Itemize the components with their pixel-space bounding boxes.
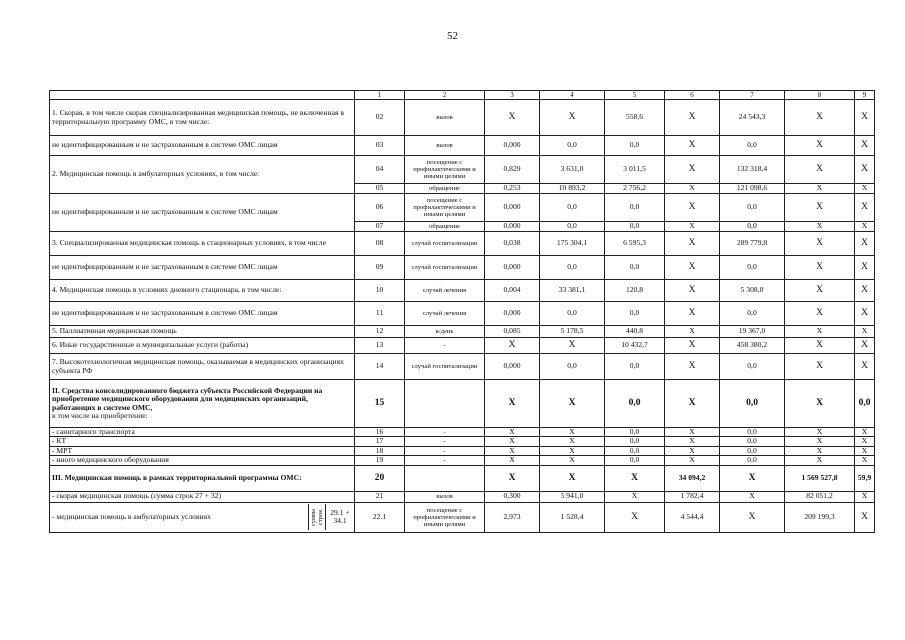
- cell-c5: 558,6: [605, 100, 665, 136]
- cell-c4: 5 178,5: [540, 326, 605, 338]
- header-cell: 5: [605, 91, 665, 100]
- cell-c7: 121 098,6: [720, 184, 785, 194]
- table-row: [50, 456, 875, 465]
- row-unit: -: [405, 437, 485, 446]
- cell-c9: X: [855, 338, 875, 354]
- row-unit: случай лечения: [405, 302, 485, 326]
- cell-c3: X: [485, 456, 540, 465]
- cell-c4: 175 304,1: [540, 232, 605, 256]
- cell-c7: 24 543,3: [720, 100, 785, 136]
- cell-c7: 0,0: [720, 136, 785, 156]
- cell-c6: X: [665, 338, 720, 354]
- cell-c9: X: [855, 428, 875, 437]
- cell-c9: X: [855, 156, 875, 184]
- row-unit: -: [405, 456, 485, 465]
- cell-c6: X: [665, 280, 720, 302]
- cell-c7: 0,0: [720, 437, 785, 446]
- row-unit: [405, 465, 485, 491]
- cell-c7: 19 367,0: [720, 326, 785, 338]
- row-code: 03: [355, 136, 405, 156]
- cell-c4: 10 893,2: [540, 184, 605, 194]
- cell-c4: X: [540, 465, 605, 491]
- row-unit: к/день: [405, 326, 485, 338]
- cell-c9: X: [855, 232, 875, 256]
- row-code: 12: [355, 326, 405, 338]
- row-name: - КТ: [50, 437, 355, 446]
- cell-c6: X: [665, 232, 720, 256]
- row-unit: посещение с профилактическими и иными целями: [405, 502, 485, 532]
- cell-c8: X: [785, 456, 855, 465]
- cell-c9: X: [855, 502, 875, 532]
- cell-c5: 2 756,2: [605, 184, 665, 194]
- cell-c5: 0,0: [605, 302, 665, 326]
- row-unit: случай госпитализации: [405, 354, 485, 380]
- cell-c3: X: [485, 338, 540, 354]
- cell-c6: X: [665, 136, 720, 156]
- cell-c5: 0,0: [605, 428, 665, 437]
- row-unit: случай госпитализации: [405, 256, 485, 280]
- cell-c5: 10 432,7: [605, 338, 665, 354]
- table-row: [50, 465, 875, 491]
- cell-c9: X: [855, 100, 875, 136]
- cell-c4: X: [540, 338, 605, 354]
- cell-c5: 0,0: [605, 194, 665, 222]
- cell-c5: 0,0: [605, 456, 665, 465]
- row-unit: вызов: [405, 100, 485, 136]
- cell-c7: 0,0: [720, 446, 785, 455]
- row-code: 05: [355, 184, 405, 194]
- row-name: 3. Специализированная медицинская помощь в стационарных условиях, в том числе: [50, 232, 355, 256]
- cell-c6: X: [665, 354, 720, 380]
- row-name: не идентифицированным и не застрахованным в системе ОМС лицам: [50, 302, 355, 326]
- cell-c3: X: [485, 465, 540, 491]
- header-cell: 6: [665, 91, 720, 100]
- cell-c4: X: [540, 456, 605, 465]
- cell-c6: X: [665, 302, 720, 326]
- row-name: 5. Паллиативная медицинская помощь: [50, 326, 355, 338]
- row-name-wrapper: [52, 504, 354, 530]
- cell-c9: 59,9: [855, 465, 875, 491]
- cell-c5: 0,0: [605, 256, 665, 280]
- row-code: 02: [355, 100, 405, 136]
- cell-c6: X: [665, 446, 720, 455]
- cell-c4: 33 381,1: [540, 280, 605, 302]
- cell-c9: X: [855, 194, 875, 222]
- cell-c3: 0,000: [485, 222, 540, 232]
- cell-c4: 5 941,0: [540, 491, 605, 502]
- cell-c3: X: [485, 437, 540, 446]
- cell-c8: X: [785, 428, 855, 437]
- row-name: - скорая медицинская помощь (сумма строк 27 + 32): [50, 491, 355, 502]
- cell-c4: 0,0: [540, 222, 605, 232]
- row-code: 06: [355, 194, 405, 222]
- cell-c4: X: [540, 380, 605, 428]
- cell-c3: 0,038: [485, 232, 540, 256]
- cell-c6: X: [665, 428, 720, 437]
- cell-c8: X: [785, 156, 855, 184]
- row-code: 22.1: [355, 502, 405, 532]
- table-row: [50, 428, 875, 437]
- cell-c8: X: [785, 100, 855, 136]
- cell-c6: X: [665, 184, 720, 194]
- cell-c3: 0,000: [485, 354, 540, 380]
- cell-c3: 0,004: [485, 280, 540, 302]
- row-unit: [405, 380, 485, 428]
- sum-value: 29.1 + 34.1: [330, 507, 350, 526]
- cell-c3: 0,000: [485, 302, 540, 326]
- section-subtitle: в том числе на приобретение:: [52, 410, 148, 420]
- cell-c7: 0,0: [720, 256, 785, 280]
- cell-c8: X: [785, 232, 855, 256]
- cell-c8: X: [785, 326, 855, 338]
- cell-c6: X: [665, 222, 720, 232]
- cell-c8: X: [785, 302, 855, 326]
- row-name: - медицинская помощь в амбулаторных условиях: [52, 511, 211, 521]
- cell-c9: X: [855, 354, 875, 380]
- row-name-composite: [50, 502, 355, 532]
- cell-c3: X: [485, 380, 540, 428]
- cell-c4: 0,0: [540, 256, 605, 280]
- cell-c7: 0,0: [720, 354, 785, 380]
- cell-c9: X: [855, 302, 875, 326]
- cell-c9: X: [855, 446, 875, 455]
- row-name: 7. Высокотехнологичная медицинская помощь, оказываемая в медицинских организациях субъекта РФ: [50, 354, 355, 380]
- cell-c8: X: [785, 446, 855, 455]
- cell-c8: 1 569 527,8: [785, 465, 855, 491]
- header-cell: 3: [485, 91, 540, 100]
- cell-c5: 3 011,5: [605, 156, 665, 184]
- cell-c9: X: [855, 184, 875, 194]
- header-row: [50, 91, 875, 100]
- cell-c7: 0,0: [720, 302, 785, 326]
- cell-c7: X: [720, 465, 785, 491]
- cell-c8: X: [785, 437, 855, 446]
- cell-c8: X: [785, 222, 855, 232]
- row-name-section: [50, 380, 355, 428]
- header-cell: 7: [720, 91, 785, 100]
- row-name: не идентифицированным и не застрахованным в системе ОМС лицам: [50, 256, 355, 280]
- cell-c4: 0,0: [540, 136, 605, 156]
- table-row: [50, 302, 875, 326]
- row-name: не идентифицированным и не застрахованным в системе ОМС лицам: [50, 136, 355, 156]
- cell-c6: X: [665, 380, 720, 428]
- header-cell: 4: [540, 91, 605, 100]
- financing-table: [49, 90, 875, 533]
- row-unit: обращение: [405, 184, 485, 194]
- cell-c3: 0,085: [485, 326, 540, 338]
- cell-c7: 0,0: [720, 194, 785, 222]
- cell-c5: X: [605, 465, 665, 491]
- cell-c8: X: [785, 280, 855, 302]
- cell-c7: 5 308,0: [720, 280, 785, 302]
- cell-c5: X: [605, 502, 665, 532]
- cell-c5: 0,0: [605, 222, 665, 232]
- row-code: 08: [355, 232, 405, 256]
- table-row: [50, 156, 875, 184]
- row-code: 17: [355, 437, 405, 446]
- cell-c8: X: [785, 354, 855, 380]
- cell-c4: 0,0: [540, 354, 605, 380]
- cell-c7: X: [720, 502, 785, 532]
- table-row: [50, 380, 875, 428]
- cell-c9: X: [855, 491, 875, 502]
- cell-c4: 1 528,4: [540, 502, 605, 532]
- cell-c6: X: [665, 456, 720, 465]
- header-cell: 8: [785, 91, 855, 100]
- cell-c8: X: [785, 136, 855, 156]
- table-row: [50, 232, 875, 256]
- row-name: 2. Медицинская помощь в амбулаторных условиях, в том числе:: [50, 156, 355, 194]
- row-unit: -: [405, 428, 485, 437]
- cell-c8: 82 051,2: [785, 491, 855, 502]
- table-row: [50, 280, 875, 302]
- row-code: 20: [355, 465, 405, 491]
- cell-c3: 0,253: [485, 184, 540, 194]
- cell-c6: 34 094,2: [665, 465, 720, 491]
- cell-c9: X: [855, 326, 875, 338]
- table-row: [50, 338, 875, 354]
- cell-c8: 209 199,3: [785, 502, 855, 532]
- row-code: 14: [355, 354, 405, 380]
- cell-c9: X: [855, 256, 875, 280]
- cell-c4: X: [540, 100, 605, 136]
- row-code: 09: [355, 256, 405, 280]
- cell-c6: 4 544,4: [665, 502, 720, 532]
- sum-label: сумма строк: [308, 504, 326, 530]
- header-cell-blank: [50, 91, 355, 100]
- cell-c4: 0,0: [540, 194, 605, 222]
- cell-c9: X: [855, 456, 875, 465]
- cell-c7: 132 318,4: [720, 156, 785, 184]
- cell-c5: X: [605, 491, 665, 502]
- cell-c7: 289 779,8: [720, 232, 785, 256]
- row-unit: случай лечения: [405, 280, 485, 302]
- cell-c7: 0,0: [720, 380, 785, 428]
- table-row: [50, 136, 875, 156]
- cell-c6: X: [665, 156, 720, 184]
- cell-c7: 0,0: [720, 222, 785, 232]
- cell-c5: 6 595,3: [605, 232, 665, 256]
- cell-c3: X: [485, 446, 540, 455]
- row-name: - санитарного транспорта: [50, 428, 355, 437]
- page-number: 52: [447, 30, 458, 42]
- table-row: [50, 354, 875, 380]
- cell-c5: 0,0: [605, 136, 665, 156]
- cell-c6: X: [665, 326, 720, 338]
- row-code: 19: [355, 456, 405, 465]
- table-row: [50, 502, 875, 532]
- cell-c3: 0,300: [485, 491, 540, 502]
- row-unit: случай госпитализации: [405, 232, 485, 256]
- row-name: 6. Иные государственные и муниципальные услуги (работы): [50, 338, 355, 354]
- header-cell: 1: [355, 91, 405, 100]
- row-code: 13: [355, 338, 405, 354]
- cell-c6: X: [665, 437, 720, 446]
- header-cell: 2: [405, 91, 485, 100]
- table-row: [50, 491, 875, 502]
- row-unit: -: [405, 338, 485, 354]
- row-unit: посещение с профилактическими и иными целями: [405, 194, 485, 222]
- row-code: 21: [355, 491, 405, 502]
- cell-c7: X: [720, 491, 785, 502]
- row-unit: обращение: [405, 222, 485, 232]
- row-name: 4. Медицинская помощь в условиях дневного стационара, в том числе:: [50, 280, 355, 302]
- cell-c3: 2,973: [485, 502, 540, 532]
- cell-c4: 3 631,0: [540, 156, 605, 184]
- cell-c3: 0,829: [485, 156, 540, 184]
- table-row: [50, 256, 875, 280]
- cell-c5: 440,8: [605, 326, 665, 338]
- cell-c8: X: [785, 184, 855, 194]
- row-name: 1. Скорая, в том числе скорая специализированная медицинская помощь, не включенная в территориальную программу ОМС, в том числе:: [50, 100, 355, 136]
- cell-c8: X: [785, 194, 855, 222]
- row-unit: вызов: [405, 136, 485, 156]
- row-name: не идентифицированным и не застрахованным в системе ОМС лицам: [50, 194, 355, 232]
- cell-c5: 0,0: [605, 354, 665, 380]
- cell-c9: X: [855, 280, 875, 302]
- row-unit: -: [405, 446, 485, 455]
- row-name: - МРТ: [50, 446, 355, 455]
- row-code: 18: [355, 446, 405, 455]
- row-unit: вызов: [405, 491, 485, 502]
- table-row: [50, 446, 875, 455]
- cell-c7: 458 380,2: [720, 338, 785, 354]
- cell-c9: X: [855, 437, 875, 446]
- row-code: 11: [355, 302, 405, 326]
- table-row: [50, 194, 875, 222]
- cell-c7: 0,0: [720, 428, 785, 437]
- section-title: II. Средства консолидированного бюджета субъекта Российской Федерации на приобретение медицинского оборудования для медицинских организаций, работающих в системе ОМС,: [52, 385, 323, 412]
- table-row: [50, 100, 875, 136]
- cell-c9: 0,0: [855, 380, 875, 428]
- cell-c5: 120,8: [605, 280, 665, 302]
- row-code: 10: [355, 280, 405, 302]
- cell-c5: 0,0: [605, 446, 665, 455]
- cell-c3: 0,000: [485, 256, 540, 280]
- cell-c7: 0,0: [720, 456, 785, 465]
- cell-c4: X: [540, 446, 605, 455]
- cell-c4: X: [540, 428, 605, 437]
- cell-c8: X: [785, 256, 855, 280]
- cell-c3: X: [485, 428, 540, 437]
- header-cell: 9: [855, 91, 875, 100]
- cell-c8: X: [785, 338, 855, 354]
- row-name-section: III. Медицинская помощь в рамках территориальной программы ОМС:: [50, 465, 355, 491]
- cell-c8: X: [785, 380, 855, 428]
- cell-c4: X: [540, 437, 605, 446]
- cell-c5: 0,0: [605, 437, 665, 446]
- row-code: 15: [355, 380, 405, 428]
- cell-c6: 1 782,4: [665, 491, 720, 502]
- cell-c3: 0,000: [485, 136, 540, 156]
- row-unit: посещение с профилактическими и иными целями: [405, 156, 485, 184]
- cell-c4: 0,0: [540, 302, 605, 326]
- cell-c3: X: [485, 100, 540, 136]
- cell-c5: 0,0: [605, 380, 665, 428]
- table-row: [50, 437, 875, 446]
- row-code: 04: [355, 156, 405, 184]
- row-code: 16: [355, 428, 405, 437]
- cell-c6: X: [665, 256, 720, 280]
- cell-c6: X: [665, 194, 720, 222]
- table-row: [50, 326, 875, 338]
- cell-c9: X: [855, 222, 875, 232]
- row-code: 07: [355, 222, 405, 232]
- cell-c6: X: [665, 100, 720, 136]
- row-name: - иного медицинского оборудования: [50, 456, 355, 465]
- cell-c3: 0,000: [485, 194, 540, 222]
- cell-c9: X: [855, 136, 875, 156]
